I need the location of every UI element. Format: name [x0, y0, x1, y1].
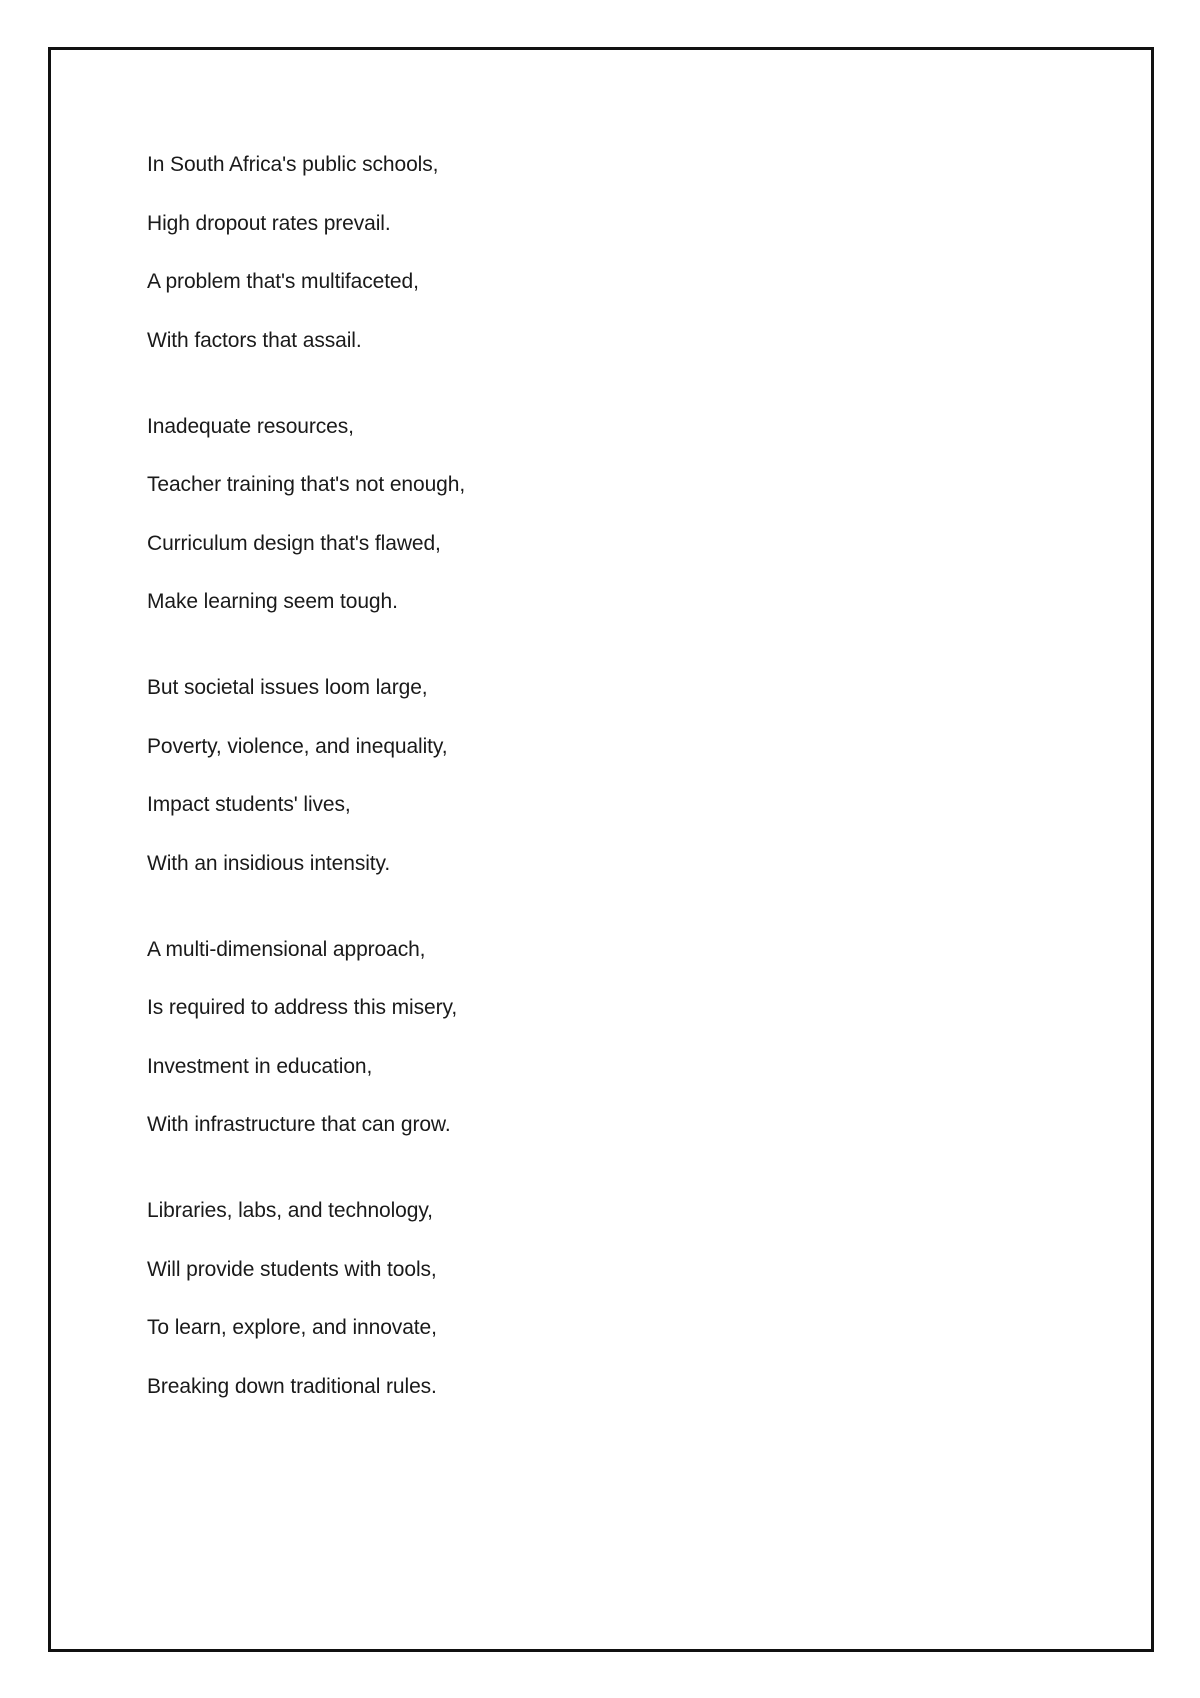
page-frame: [48, 47, 1154, 1652]
poem-line: Poverty, violence, and inequality,: [147, 734, 448, 758]
poem-line: High dropout rates prevail.: [147, 211, 391, 235]
poem-line: Breaking down traditional rules.: [147, 1374, 437, 1398]
stanza-2: [147, 413, 1047, 617]
stanza-4: [147, 936, 1047, 1140]
poem-line: A problem that's multifaceted,: [147, 270, 419, 293]
stanza-1: [147, 151, 1047, 355]
poem-line: Curriculum design that's flawed,: [147, 531, 441, 555]
poem-line: Impact students' lives,: [147, 793, 351, 816]
poem-line: Investment in education,: [147, 1054, 373, 1078]
poem-line: To learn, explore, and innovate,: [147, 1316, 437, 1339]
poem-line: With factors that assail.: [147, 328, 362, 352]
poem-line: Is required to address this misery,: [147, 996, 458, 1019]
poem-line: Teacher training that's not enough,: [147, 473, 466, 496]
poem-line: With infrastructure that can grow.: [147, 1113, 451, 1136]
poem-line: In South Africa's public schools,: [147, 153, 439, 176]
poem-line: Inadequate resources,: [147, 414, 354, 438]
poem-line: Libraries, labs, and technology,: [147, 1199, 433, 1222]
poem-line: With an insidious intensity.: [147, 851, 391, 875]
poem-line: A multi-dimensional approach,: [147, 937, 426, 961]
poem: [147, 151, 1047, 1459]
stanza-5: [147, 1197, 1047, 1401]
stanza-3: [147, 674, 1047, 878]
poem-line: Make learning seem tough.: [147, 590, 398, 613]
poem-line: Will provide students with tools,: [147, 1257, 437, 1281]
poem-line: But societal issues loom large,: [147, 676, 428, 699]
